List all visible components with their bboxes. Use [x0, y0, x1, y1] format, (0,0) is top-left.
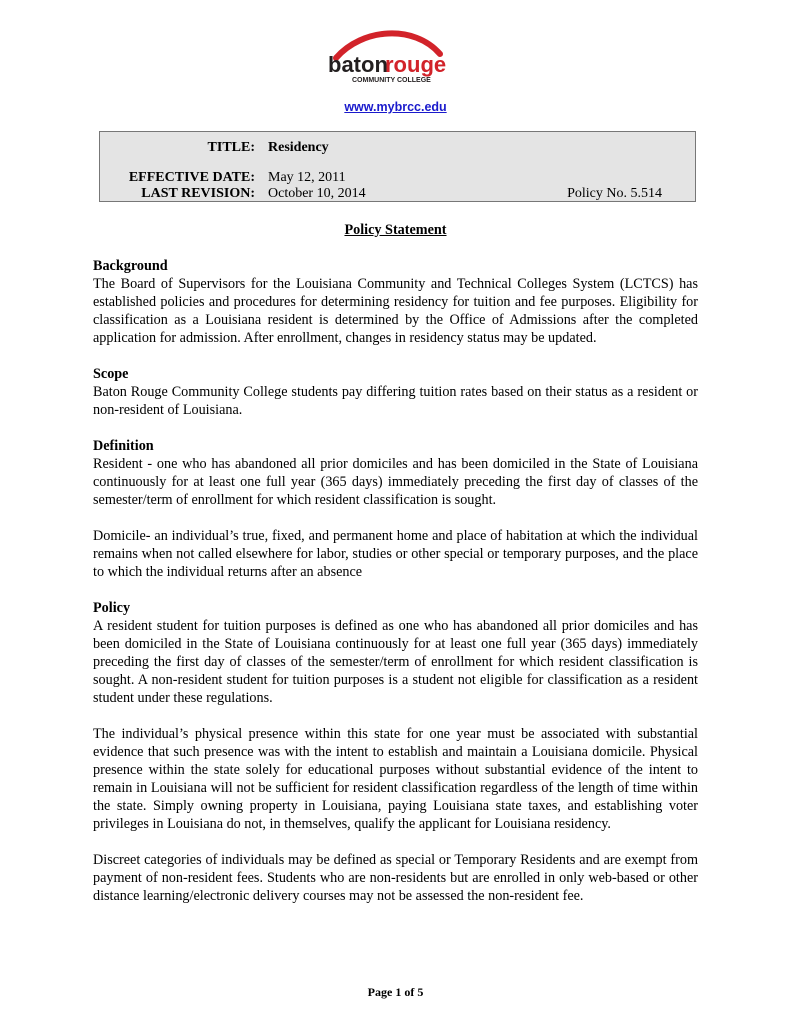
policy-paragraph-2: The individual’s physical presence within this state for one year must be associated with substantial evidence that such presence was with the intent to establish and maintain a Louisiana domicile. Physical presence within the state solely for educational purposes without substantial evidence of the intent to remain in Louisiana will not be sufficient for resident classification regardless of the length of time within the state. Simply owning property in Louisiana, paying Louisiana state taxes, and establishing voter privileges in Louisiana do not, in themselves, qualify the applicant for Louisiana residency. [93, 726, 698, 832]
effective-date-label: EFFECTIVE DATE: [128, 170, 255, 185]
policy-paragraph-1: A resident student for tuition purposes is defined as one who has abandoned all prior domiciles and has been domiciled in the State of Louisiana continuously for at least one full year (365 days) immediately preceding the first day of classes of the semester/term of enrollment for which resident classification is sought. A non-resident student for tuition purposes is a student not eligible for classification as a resident student under these regulations. [93, 618, 698, 706]
policy-document-body [93, 221, 698, 923]
logo-word-baton: baton [328, 52, 388, 77]
scope-heading: Scope [93, 366, 129, 382]
definition-heading: Definition [93, 438, 154, 454]
logo-subtitle: COMMUNITY COLLEGE [352, 77, 431, 84]
title-value: Residency [268, 140, 329, 155]
page-number: Page 1 of 5 [367, 985, 424, 999]
logo-word-rouge: rouge [385, 52, 447, 77]
effective-date-value: May 12, 2011 [268, 170, 346, 185]
college-website-link[interactable]: www.mybrcc.edu [344, 100, 447, 114]
background-paragraph: The Board of Supervisors for the Louisiana Community and Technical Colleges System (LCTCS) has established policies and procedures for determining residency for tuition and fee purposes. Eligibility for classification as a Louisiana resident is determined by the Office of Admissions after the completed application for admission. After enrollment, changes in residency status may be updated. [93, 276, 698, 346]
background-heading: Background [93, 258, 168, 274]
title-label: TITLE: [207, 140, 255, 155]
college-logo [322, 20, 452, 90]
policy-statement-heading: Policy Statement [344, 222, 447, 238]
policy-title-box [99, 131, 696, 202]
policy-paragraph-3: Discreet categories of individuals may be defined as special or Temporary Residents and are exempt from payment of non-resident fees. Students who are non-residents but are enrolled in only web-based or other distance learning/electronic delivery courses may not be assessed the non-resident fee. [93, 852, 698, 904]
policy-number: Policy No. 5.514 [567, 186, 662, 201]
definition-resident-paragraph: Resident - one who has abandoned all prior domiciles and has been domiciled in the State of Louisiana continuously for at least one full year (365 days) immediately preceding the first day of classes of the semester/term of enrollment for which resident classification is sought. [93, 456, 698, 508]
last-revision-value: October 10, 2014 [268, 186, 366, 201]
definition-domicile-paragraph: Domicile- an individual’s true, fixed, and permanent home and place of habitation at which the individual remains when not called elsewhere for labor, studies or other special or temporary purposes, and the place to which the individual returns after an absence [93, 528, 698, 580]
scope-paragraph: Baton Rouge Community College students pay differing tuition rates based on their status as a resident or non-resident of Louisiana. [93, 384, 698, 418]
policy-heading: Policy [93, 600, 131, 616]
last-revision-label: LAST REVISION: [141, 186, 255, 201]
